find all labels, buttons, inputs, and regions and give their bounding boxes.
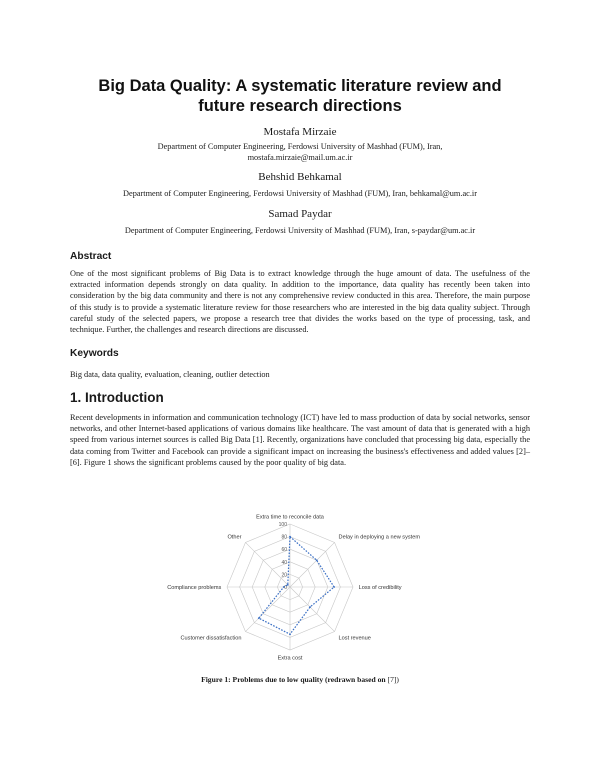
radar-tick-label-2: 40: [281, 559, 287, 566]
introduction-text: Recent developments in information and communication technology (ICT) have led to mass production of data by social networks, sensor networks, and other Internet-based applications of various domains like healthcare. The vast amount of data that is generated with a high speed from various internet sources is called Big Data [1]. Recently, organizations have concluded that processing big data, especially the data coming from Twitter and Facebook can provide a significant impact on increasing the business's effectiveness and added values [2]–[6]. Figure 1 shows the significant problems caused by the poor quality of big data.: [70, 413, 530, 467]
radar-data-point-6: [283, 586, 285, 588]
radar-tick-label-1: 20: [281, 572, 287, 579]
radar-category-label-7: Other: [227, 534, 242, 541]
author-name-1: Mostafa Mirzaie: [263, 126, 337, 138]
affiliation-line-1a: Department of Computer Engineering, Ferdowsi University of Mashhad (FUM), Iran,: [157, 142, 443, 151]
radar-tick-label-0: 0: [284, 585, 287, 591]
keywords-heading: Keywords: [70, 348, 119, 359]
radar-chart: [160, 505, 440, 665]
radar-category-label-3: Lost revenue: [338, 635, 371, 642]
radar-data-point-5: [258, 617, 260, 619]
radar-category-label-0: Extra time to reconcile data: [256, 514, 324, 521]
radar-data-point-2: [333, 586, 335, 588]
author-affiliation-3: Department of Computer Engineering, Ferdowsi University of Mashhad (FUM), Iran, s-paydar@um.ac.ir: [124, 226, 476, 235]
radar-category-label-5: Customer dissatisfaction: [180, 635, 242, 642]
author-name-2: Behshid Behkamal: [258, 171, 342, 183]
radar-data-point-7: [287, 584, 289, 586]
title-line-1: Big Data Quality: A systematic literature review and: [98, 77, 502, 95]
radar-category-label-1: Delay in deploying a new system: [338, 534, 421, 541]
radar-category-label-2: Loss of credibility: [358, 585, 402, 591]
radar-tick-label-3: 60: [281, 547, 287, 554]
keywords-text: Big data, data quality, evaluation, cleaning, outlier detection: [70, 370, 270, 379]
radar-tick-label-4: 80: [281, 534, 287, 541]
abstract-text: One of the most significant problems of Big Data is to extract knowledge through the huge amount of data. The usefulness of the extracted information depends strongly on data quality. In addition to the importance, data quality has recently been taken into consideration by the big data community and there is not any comprehensive review conducted in this area. Therefore, the main purpose of this study is to provide a systematic literature review for those researchers who are interested in the big data quality subject. Through careful study of the selected papers, we propose a research tree that divides the works based on the type of processing, task, and technique. Further, the challenges and research directions are discussed.: [70, 269, 530, 335]
paper-title: [40, 76, 560, 116]
radar-tick-label-5: 100: [278, 522, 287, 528]
affiliation-line-1b: mostafa.mirzaie@mail.um.ac.ir: [247, 153, 353, 162]
author-name-3: Samad Paydar: [268, 208, 332, 220]
figure-caption-text: Figure 1: Problems due to low quality (redrawn based on: [201, 675, 388, 684]
radar-data-point-1: [316, 559, 318, 561]
figure-caption-ref: [7]): [387, 675, 399, 684]
section-heading-introduction: 1. Introduction: [70, 390, 164, 405]
figure-caption: [0, 675, 600, 684]
abstract-heading: Abstract: [70, 251, 112, 262]
author-affiliation-1: [50, 141, 550, 163]
radar-data-point-4: [289, 633, 291, 635]
radar-data-point-3: [309, 606, 311, 608]
title-line-2: future research directions: [198, 97, 402, 115]
author-affiliation-2: Department of Computer Engineering, Ferdowsi University of Mashhad (FUM), Iran, behkamal@um.ac.ir: [123, 189, 477, 198]
radar-category-label-6: Compliance problems: [167, 585, 222, 591]
radar-category-label-4: Extra cost: [277, 655, 303, 662]
radar-data-point-0: [289, 536, 291, 538]
